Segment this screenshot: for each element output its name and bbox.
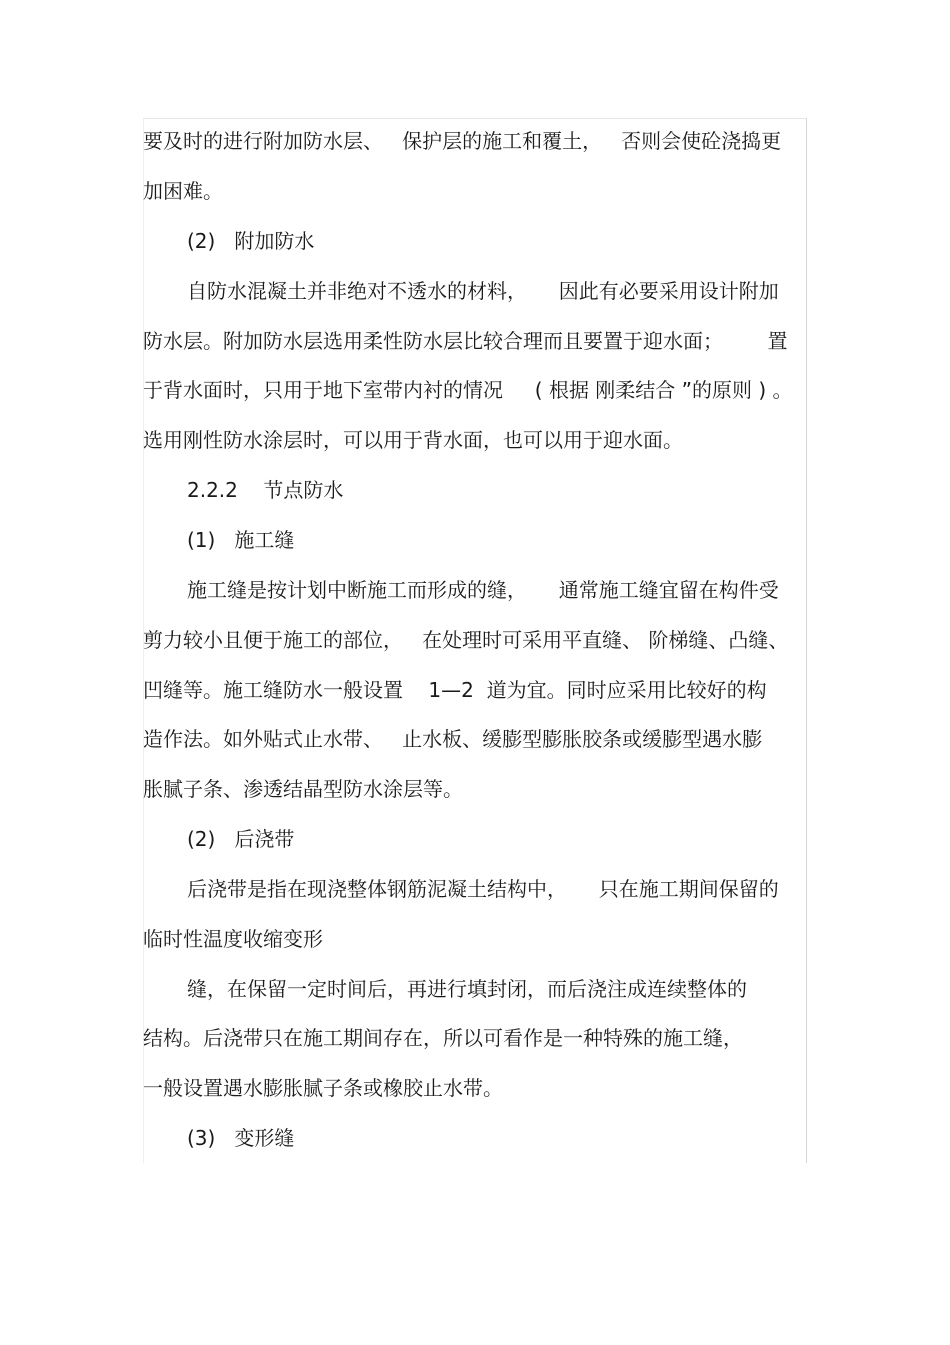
subheading-post-pour-strip: (2) 后浇带 [187, 827, 295, 851]
text-line: 一般设置遇水膨胀腻子条或橡胶止水带。 [143, 1076, 503, 1100]
text-line: 造作法。如外贴式止水带、 止水板、缓膨型膨胀胶条或缓膨型遇水膨 [143, 727, 763, 751]
text-line: 结构。后浇带只在施工期间存在，所以可看作是一种特殊的施工缝， [143, 1026, 743, 1050]
text-line: 凹缝等。施工缝防水一般设置 1—2 道为宜。同时应采用比较好的构 [143, 678, 767, 702]
subheading-additional-waterproofing: (2) 附加防水 [187, 229, 315, 253]
section-heading-joint-waterproofing: 2.2.2 节点防水 [187, 478, 344, 502]
text-line: 后浇带是指在现浇整体钢筋泥凝土结构中， 只在施工期间保留的 [187, 877, 779, 901]
subheading-construction-joint: (1) 施工缝 [187, 528, 295, 552]
text-line: 临时性温度收缩变形 [143, 927, 323, 951]
text-line: 胀腻子条、渗透结晶型防水涂层等。 [143, 777, 463, 801]
text-line: 剪力较小且便于施工的部位， 在处理时可采用平直缝、 阶梯缝、凸缝、 [143, 628, 789, 652]
text-line: 缝，在保留一定时间后，再进行填封闭，而后浇注成连续整体的 [187, 977, 747, 1001]
text-line: 防水层。附加防水层选用柔性防水层比较合理而且要置于迎水面； 置 [143, 329, 788, 353]
text-line: 要及时的进行附加防水层、 保护层的施工和覆土， 否则会使砼浇捣更 [143, 129, 782, 153]
text-line: 自防水混凝土并非绝对不透水的材料， 因此有必要采用设计附加 [187, 279, 779, 303]
text-line: 选用刚性防水涂层时，可以用于背水面，也可以用于迎水面。 [143, 428, 683, 452]
text-line: 加困难。 [143, 179, 223, 203]
text-line: 于背水面时，只用于地下室带内衬的情况 ( 根据 刚柔结合 ”的原则 ) 。 [143, 378, 793, 402]
subheading-deformation-joint: (3) 变形缝 [187, 1126, 295, 1150]
text-line: 施工缝是按计划中断施工而形成的缝， 通常施工缝宜留在构件受 [187, 578, 779, 602]
